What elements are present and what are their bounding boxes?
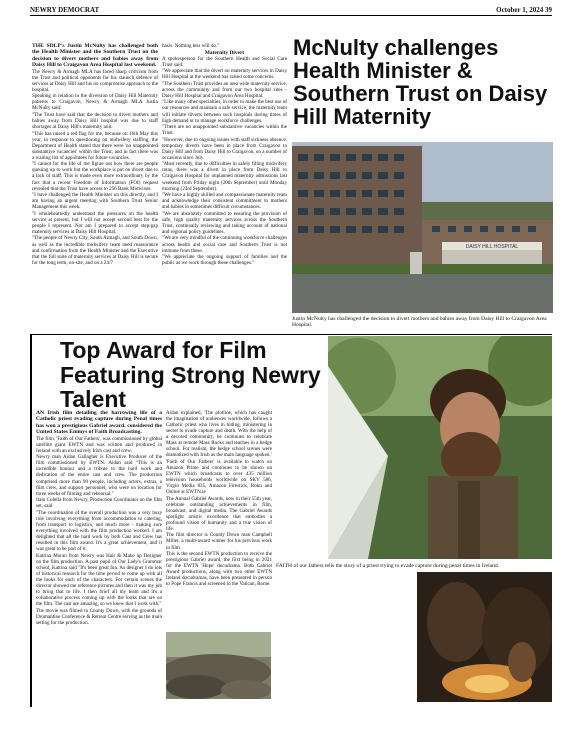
story1-caption: Justin McNulty has challenged the decision to divert mothers and babies away from Daisy Hill to Craigavon Area Hospital. (292, 316, 547, 329)
story2-paragraph: "The coordination of the overall production was a very busy role involving everything from accommodation to catering, from transport to logistics, and much more - making sure everything involved with the film production worked. I am delighted that all the hard work by both Cast and Crew has resulted in this film award. It's a great achievement, and it was great to be part of it. (36, 509, 162, 553)
story2-side-rule (30, 335, 32, 707)
story1-paragraph: Speaking in relation to the diversion of Daisy Hill Maternity patients to Craigavon, Newry & Armagh MLA Justin McNulty said: (32, 93, 158, 112)
story1-column-1 (32, 43, 158, 330)
story1-subhead: Maternity Divert (204, 49, 245, 56)
story1-lead: THE SDLP's Justin McNulty has challenged both the Health Minister and the Southern Trust on the decision to divert mothers and babies away from Daisy Hill to Craigavon Area Hospital last weekend. (32, 43, 158, 68)
fire-photo (417, 572, 552, 702)
story1-paragraph: "We appreciate that the divert on maternity services in Daisy Hill Hospital at the weekend has raised some concerns. (162, 68, 287, 81)
hospital-sign: DAISY HILL HOSPITAL (465, 244, 519, 250)
priest-photo (328, 336, 552, 559)
story2-paragraph: This is the second EWTN production to receive the prestigious Gabriel award, the first being in 2021 for the EWTN 'Hope' docudrama. Both Gabriel Award productions, along with two other EWTN Ireland docudramas, have been presented in person to Pope Francis and screened in the Vatican, Rome. (166, 551, 272, 588)
story1-paragraph: "Like many other specialties, in order to make the best use of our resources and maintain a safe service, the maternity team will initiate diverts between such hospitals during times of high demand or to manage workforce challenges. (162, 99, 287, 124)
story2-paragraph: 'Faith of Our Fathers' is available to watch on Amazon Prime and continues to be shown on EWTN which broadcasts to over 435 million television households worldwide on SKY 586, Virgin Media 835, Amazon Firestick, Roku and Online at EWTN.ie (166, 458, 272, 496)
story2-paragraph: Italo Colella from Newry, Production Coordinator on the film set, said (36, 497, 162, 510)
story2-paragraph: Aidan explained, 'The plotline, which has caught the imagination of audiences worldwide, follows a Catholic priest who lives in hiding, ministering in secret to evade capture and death. With the help of a devoted community, he continues to celebrate Mass at remote Mass Rocks and teaches in a hedge school. For realism, the hedge school scenes were dramatized with Irish as the main language spoken.' (166, 410, 272, 459)
story2-paragraph: The film director is County Down man Campbell Miller, a multi-award winner for his previous work in film. (166, 532, 272, 551)
story2-paragraph: The film, 'Faith of Our Fathers', was commissioned by global satellite giant EWTN and was written and produced in Ireland with an exclusively Irish cast and crew. (36, 435, 162, 454)
story2-column-1 (36, 410, 162, 707)
story1-paragraph: "The Trust have said that the decision to divert mothers and babies away from Daisy Hill hospital was due to staff shortages at Daisy Hill's maternity unit. (32, 112, 158, 131)
story1-paragraph: "We appreciate the ongoing support of families and the public as we work through these challenges." (162, 254, 287, 267)
story1-paragraph: "I cannot for the life of me figure out how there are people queuing up to work but the workplace is put on divert due to a lack of staff. This is made even more extraordinary by the fact that a recent Freedom of Information (FOI) request revealed that the Trust have access to 256 Bank Midwives. (32, 161, 158, 192)
story1-paragraph: "The Southern Trust provides an area wide maternity service, across the community and from our two hospital sites - Daisy Hill Hospital and Craigavon Area Hospital. (162, 80, 287, 99)
story1-paragraph: "We have a highly skilled and compassionate maternity team and acknowledge their consistent commitment to mothers and babies in sometimes difficult circumstances. (162, 192, 287, 211)
firelight-scene-image (417, 572, 552, 702)
story2-paragraph: The Annual Gabriel Awards, now in their 55th year, celebrate outstanding achievements in film, broadcast, and digital media. The Gabriel Awards spotlight artistic excellence that embodies a profound vision of humanity and a true vision of life. (166, 495, 272, 532)
story1-paragraph: "We are absolutely committed to ensuring the provision of safe, high quality maternity services across the Southern Trust, continually reviewing and taking account of national and regional policy guidelines. (162, 210, 287, 235)
story1-paragraph: "I have challenged the Health Minister on this directly, and I am having an urgent meeting with Southern Trust Senior Management this week. (32, 192, 158, 211)
story2-paragraph: Newry man Aidan Gallagher is Executive Producer of the film commissioned by EWTN. Aidan said "This is an incredible honour and a tribute to the hard work and dedication of the entire cast and crew. The production comprised more than 90 people, including actors, extras, a film crew, and support personnel, who were on location for three weeks of filming and rehearsal." (36, 454, 162, 497)
story1-paragraph: "This has raised a red flag for me, because on 16th May this year, in response to questioning on midwifery staffing, the Department of Health stated that there were 'no unappointed substantive vacancies' within the Trust, and in fact there was a waiting list of appointees for future vacancies. (32, 130, 158, 161)
story1-paragraph: "We are very mindful of the continuing workforce challenges across health and social care and Southern Trust is not immune from these. (162, 235, 287, 254)
section-divider (30, 334, 552, 335)
story2-paragraph: The movie was filmed in County Down, with the grounds of Dromantine Conference & Retreat Centre serving as the main setting for the production. (36, 607, 162, 626)
story1-headline: McNulty challenges Health Minister & Southern Trust on Daisy Hill Maternity (293, 35, 548, 129)
story2-lead: AN Irish film detailing the harrowing life of a Catholic priest evading capture during Penal times has won a prestigious Gabriel award, considered the United States Emmys of Faith Broadcasting. (36, 410, 162, 435)
story2-caption: FAITH of our fathers tells the story of a priest trying to evade capture during penal times in Ireland. (276, 563, 500, 569)
story2-column-2 (166, 410, 272, 630)
cave-photo (166, 632, 271, 699)
story1-paragraph: "I wholeheartedly understand the pressures on the health service at present, but I will not accept second best for the people I represent. Nor am I prepared to accept step/gap maternity services at Daisy Hill Hospital. (32, 210, 158, 235)
story1-paragraph: "Most recently, due to difficulties in safely filling midwifery rotas, there was a divert in place from Daisy Hill to Craigavon Hospital for unplanned maternity admissions last weekend from Friday night (20th September) until Monday morning (23rd September). (162, 161, 287, 192)
story1-paragraph: A spokesperson for the Southern Health and Social Care Trust said: (162, 55, 287, 68)
priest-portrait-image (328, 336, 552, 559)
hospital-building-image (292, 142, 553, 313)
story1-paragraph: "There are no unappointed substantive vacancies within the Trust. (162, 124, 287, 137)
newspaper-name: NEWRY DEMOCRAT (30, 6, 100, 14)
hospital-photo (292, 142, 553, 313)
story1-paragraph: The Newry & Armagh MLA has faced sharp criticism from the Trust and political opponents for his staunch defence of services at Daisy Hill and his no compromise approach to the hospital. (32, 68, 158, 93)
cave-scene-image (166, 632, 271, 699)
story1-paragraph: "However, due to ongoing issues with staff sickness absence, temporary diverts have been in place from Craigavon to Daisy Hill and from Daisy Hill to Craigavon, on a number of occasions since July. (162, 136, 287, 161)
story2-headline: Top Award for Film Featuring Strong Newry Talent (60, 337, 321, 412)
page-header (30, 0, 552, 16)
story1-paragraph: basis. Nothing less will do." (162, 43, 220, 49)
story1-column-2 (162, 43, 287, 330)
page-date: October 1, 2024 39 (496, 6, 552, 14)
story1-paragraph: "The people of Newry City, South Armagh, and South Down, as well as the incredible midwifery team need reassurance and confirmation from the Health Minister and the Executive that the full suite of maternity services at Daisy Hill is secure for the long term, on-site, and on a 24/7 (32, 235, 158, 266)
story2-paragraph: Katrina Moran from Newry was Hair & Make up Designer on the film production. A past pupil of Our Lady's Grammar school, Katrina said "It's been great fun. As designer I do lots of historical research for the time period to come up with all the looks for each of the characters. For certain scenes the director showed me reference pictures and then it was my job to bring that to life. I then brief all my team and it's a collaborative process coming up with the looks that are on the film. The cast are amazing, so we knew that I work with." (36, 552, 162, 607)
